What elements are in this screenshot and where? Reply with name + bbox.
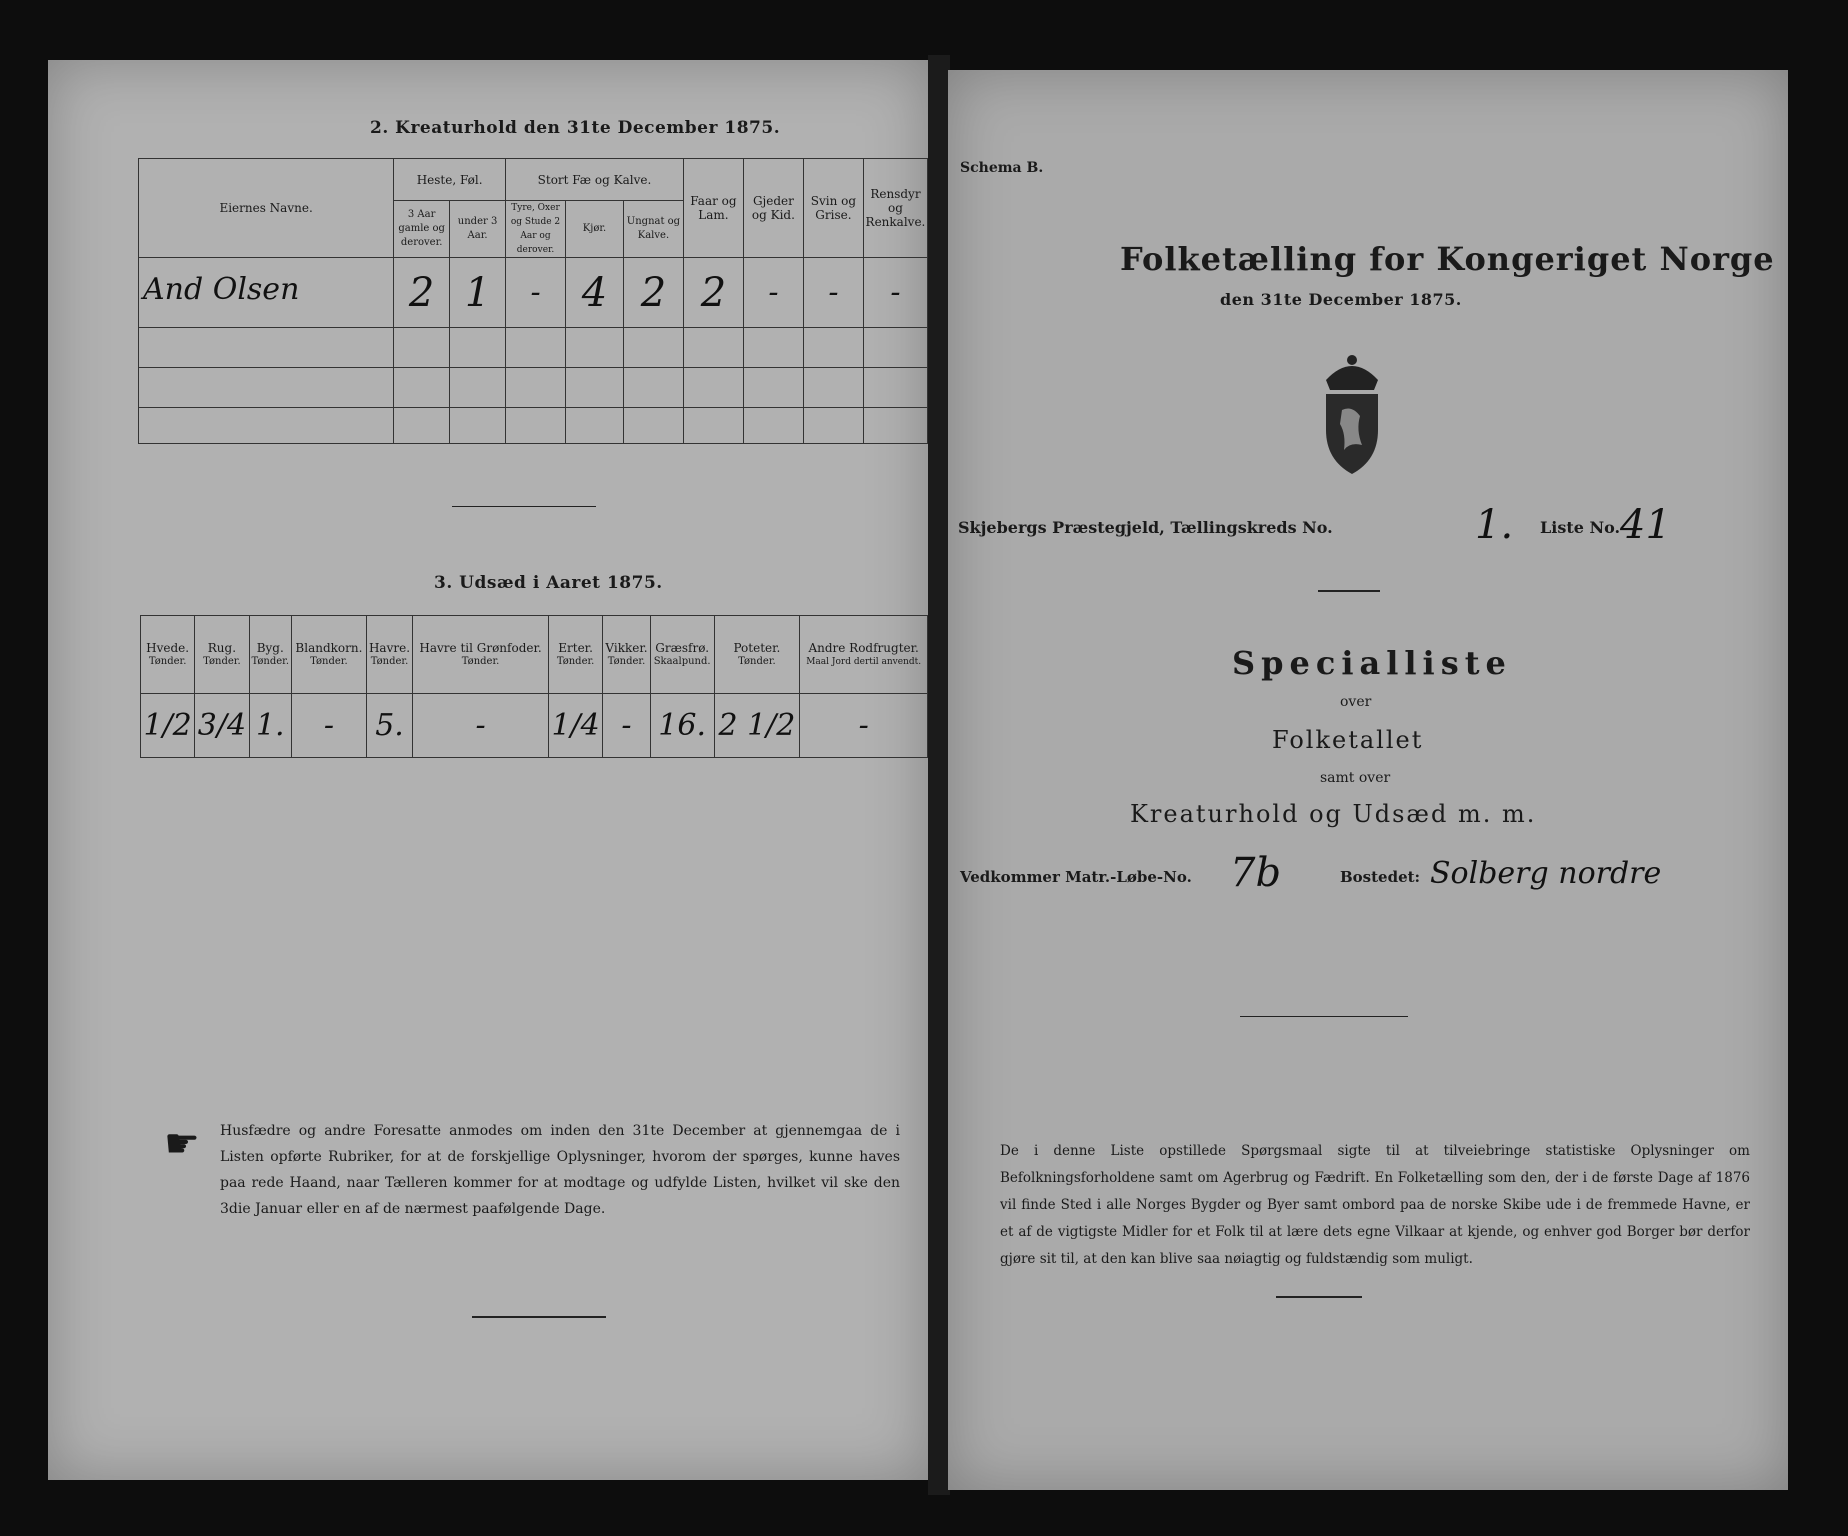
household-notice: Husfædre og andre Foresatte anmodes om inden den 31te December at gjennemgaa de i Listen opførte Rubriker, for at de forskjellige Oplysninger, hvorom der spørges, kunne haves paa rede Haand, naar Tælleren kommer for at modtage og udfylde Listen, hvilket vil ske den 3die Januar eller en af de nærmest paafølgende Dage. [220, 1123, 900, 1217]
crop-value: 1. [249, 694, 291, 758]
svin-header: Svin og Grise. [803, 159, 863, 258]
kreds-number: 1. [1475, 502, 1514, 548]
divider [1318, 590, 1380, 592]
livestock-row [139, 258, 928, 328]
livestock-value: 2 [394, 258, 450, 328]
crop-header: Byg. Tønder. [249, 616, 291, 694]
bostedet-value: Solberg nordre [1430, 856, 1662, 891]
liste-label: Liste No. [1540, 518, 1621, 537]
heste-3aar-header: 3 Aar gamle og derover. [394, 201, 450, 258]
crop-value: 16. [650, 694, 714, 758]
crop-header: Andre Rodfrugter. Maal Jord dertil anvendt. [800, 616, 928, 694]
crop-table [140, 615, 928, 758]
owner-header: Eiernes Navne. [139, 159, 394, 258]
crop-header: Rug. Tønder. [195, 616, 249, 694]
crop-header: Erter. Tønder. [548, 616, 602, 694]
crop-header: Vikker. Tønder. [603, 616, 651, 694]
main-title: Folketælling for Kongeriget Norge [1120, 240, 1775, 278]
folketallet-title: Folketallet [1272, 726, 1424, 754]
divider [452, 506, 596, 507]
rensdyr-header: Rensdyr og Renkalve. [863, 159, 927, 258]
pointing-hand-icon: ☛ [164, 1121, 200, 1167]
livestock-value: 1 [450, 258, 506, 328]
livestock-table [138, 158, 928, 444]
livestock-value: - [803, 258, 863, 328]
crop-value: - [603, 694, 651, 758]
crop-value: - [800, 694, 928, 758]
ungnat-header: Ungnat og Kalve. [623, 201, 683, 258]
livestock-value: 2 [623, 258, 683, 328]
explanatory-text: De i denne Liste opstillede Spørgsmaal sigte til at tilveiebringe statistiske Oplysninger om Befolkningsforholdene samt om Agerbrug og Fædrift. En Folketælling som den, der i de første Dage af 1876 vil finde Sted i alle Norges Bygder og Byer samt ombord paa de norske Skibe ude i de fremmede Havne, er et af de vigtigste Midler for et Folk til at lære dets egne Vilkaar at kjende, og enhver god Borger bør derfor gjøre sit til, at den kan blive saa nøiagtig og fuldstændig som muligt. [1000, 1143, 1750, 1267]
kreaturhold-title: Kreaturhold og Udsæd m. m. [1130, 800, 1537, 828]
crop-value: 3/4 [195, 694, 249, 758]
livestock-value: - [743, 258, 803, 328]
crop-header: Poteter. Tønder. [714, 616, 800, 694]
divider [472, 1316, 606, 1318]
subtitle: den 31te December 1875. [1220, 290, 1462, 309]
faar-header: Faar og Lam. [683, 159, 743, 258]
crop-value: - [413, 694, 549, 758]
livestock-value: - [863, 258, 927, 328]
liste-number: 41 [1620, 502, 1671, 548]
matr-number: 7b [1230, 850, 1282, 896]
livestock-value: 2 [683, 258, 743, 328]
heste-header: Heste, Føl. [394, 159, 506, 201]
crop-value: 1/2 [141, 694, 195, 758]
divider [1240, 1016, 1408, 1017]
owner-name: And Olsen [143, 272, 300, 307]
heste-under-header: under 3 Aar. [450, 201, 506, 258]
parish-label: Skjebergs Præstegjeld, Tællingskreds No. [958, 518, 1333, 537]
livestock-value: 4 [566, 258, 624, 328]
section2-title: 2. Kreaturhold den 31te December 1875. [370, 118, 781, 138]
tyre-header: Tyre, Oxer og Stude 2 Aar og derover. [506, 201, 566, 258]
crop-value: - [291, 694, 366, 758]
coat-of-arms-icon [1312, 350, 1392, 480]
crop-header: Havre. Tønder. [366, 616, 412, 694]
crop-header: Græsfrø. Skaalpund. [650, 616, 714, 694]
schema-label: Schema B. [960, 160, 1044, 176]
crop-header: Havre til Grønfoder. Tønder. [413, 616, 549, 694]
matr-label: Vedkommer Matr.-Løbe-No. [960, 868, 1192, 886]
stort-fae-header: Stort Fæ og Kalve. [506, 159, 684, 201]
kjor-header: Kjør. [566, 201, 624, 258]
section3-title: 3. Udsæd i Aaret 1875. [434, 573, 663, 593]
samt-over-label: samt over [1320, 770, 1391, 786]
crop-value: 1/4 [548, 694, 602, 758]
livestock-value: - [506, 258, 566, 328]
divider [1276, 1296, 1362, 1298]
gjeder-header: Gjeder og Kid. [743, 159, 803, 258]
over-label: over [1340, 694, 1372, 710]
crop-value: 5. [366, 694, 412, 758]
crop-header: Blandkorn. Tønder. [291, 616, 366, 694]
book-spine [928, 55, 950, 1495]
crop-row [141, 694, 928, 758]
crop-header: Hvede. Tønder. [141, 616, 195, 694]
specialliste-title: Specialliste [1232, 644, 1512, 682]
bostedet-label: Bostedet: [1340, 868, 1421, 886]
crop-value: 2 1/2 [714, 694, 800, 758]
